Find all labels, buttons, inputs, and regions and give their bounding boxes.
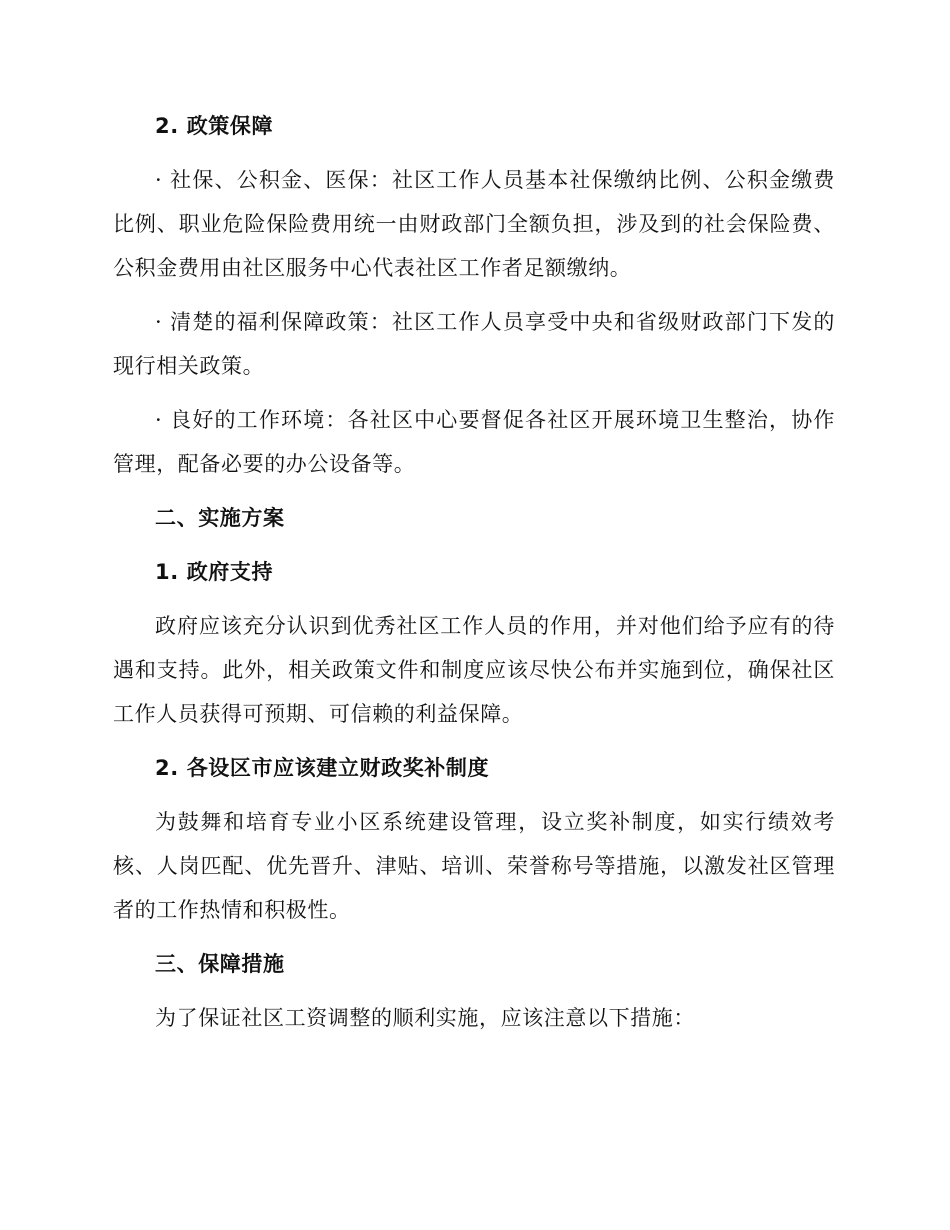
paragraph-safeguard-measures: 为了保证社区工资调整的顺利实施，应该注意以下措施： xyxy=(155,1006,695,1030)
document-body xyxy=(113,104,835,1050)
bullet-welfare-policy: · 清楚的福利保障政策：社区工作人员享受中央和省级财政部门下发的现行相关政策。 xyxy=(113,310,835,378)
paragraph-fiscal-reward-system: 为鼓舞和培育专业小区系统建设管理，设立奖补制度，如实行绩效考核、人岗匹配、优先晋升、津贴、培训、荣誉称号等措施，以激发社区管理者的工作热情和积极性。 xyxy=(113,810,835,922)
bullet-work-environment: · 良好的工作环境：各社区中心要督促各社区开展环境卫生整治，协作管理，配备必要的办公设备等。 xyxy=(113,408,835,476)
section-heading-policy-guarantee: 2. 政策保障 xyxy=(155,114,274,138)
subheading-government-support: 1. 政府支持 xyxy=(155,560,274,584)
section-heading-safeguard-measures: 三、保障措施 xyxy=(155,952,285,976)
bullet-social-insurance: · 社保、公积金、医保：社区工作人员基本社保缴纳比例、公积金缴费比例、职业危险保险费用统一由财政部门全额负担，涉及到的社会保险费、公积金费用由社区服务中心代表社区工作者足额缴纳。 xyxy=(113,168,835,280)
subheading-fiscal-reward-system: 2. 各设区市应该建立财政奖补制度 xyxy=(155,756,490,780)
paragraph-government-support: 政府应该充分认识到优秀社区工作人员的作用，并对他们给予应有的待遇和支持。此外，相关政策文件和制度应该尽快公布并实施到位，确保社区工作人员获得可预期、可信赖的利益保障。 xyxy=(113,614,835,726)
section-heading-implementation-plan: 二、实施方案 xyxy=(155,506,285,530)
